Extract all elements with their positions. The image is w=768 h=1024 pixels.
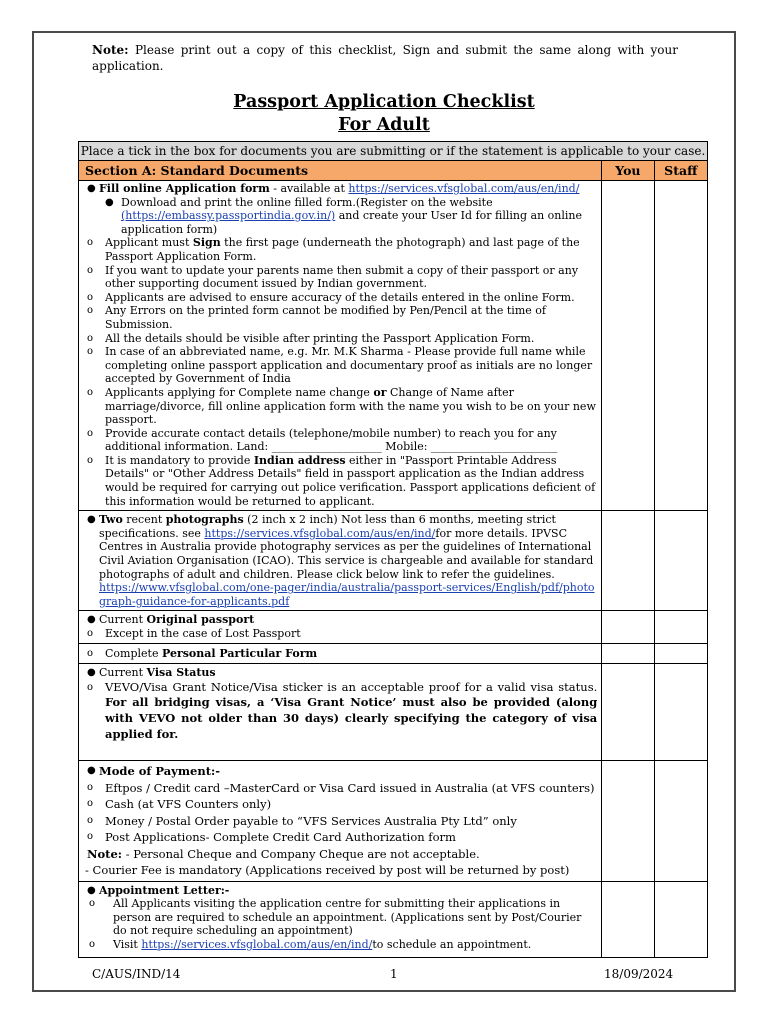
table-row bbox=[79, 664, 708, 761]
tick-box-staff[interactable] bbox=[654, 643, 707, 664]
tick-box-staff[interactable] bbox=[654, 881, 707, 957]
row-personal-particular-form: o Complete Personal Particular Form bbox=[79, 643, 602, 664]
tick-box-staff[interactable] bbox=[654, 511, 707, 611]
note-text: Please print out a copy of this checklist, Sign and submit the same along with your application. bbox=[92, 43, 678, 73]
row-visa-status: ● Current Visa Status o VEVO/Visa Grant Notice/Visa sticker is an acceptable proof for a valid visa status. For all bridging visas, a ‘Visa Grant Notice’ must also be provided (along with VEVO not older than 30 days) clearly specifying the category of visa applied for. bbox=[79, 664, 602, 761]
row-mode-of-payment: ● Mode of Payment:- o Eftpos / Credit card –MasterCard or Visa Card issued in Australia (at VFS counters) o Cash (at VFS Counters only) o Money / Postal Order payable to “VFS Services Australia Pty Ltd” only o Post Applications- Complete Credit Card Authorization form Note: - Personal Cheque and Company Cheque are not acceptable. - Courier Fee is mandatory (Applications received by post will be returned by post) bbox=[79, 761, 602, 882]
tick-box-you[interactable] bbox=[602, 881, 654, 957]
photo-guidance-link[interactable]: https://www.vfsglobal.com/one-pager/india/australia/passport-services/English/pdf/photograph-guidance-for-applicants.pdf bbox=[99, 581, 595, 608]
instruction-row: Place a tick in the box for documents you are submitting or if the statement is applicable to your case. bbox=[79, 142, 708, 161]
tick-box-you[interactable] bbox=[602, 761, 654, 882]
table-row bbox=[79, 761, 708, 882]
footer-page-number: 1 bbox=[390, 967, 398, 981]
print-note bbox=[92, 43, 678, 74]
note-label: Note: bbox=[92, 43, 129, 57]
tick-box-staff[interactable] bbox=[654, 664, 707, 761]
checklist-title: Passport Application Checklist bbox=[233, 92, 535, 112]
section-header: Section A: Standard Documents bbox=[79, 161, 602, 181]
row-appointment-letter: ● Appointment Letter:- o All Applicants visiting the application centre for submitting their applications in person are required to schedule an appointment. (Applications sent by Post/Courier do not require scheduling an appointment) o Visit https://services.vfsglobal.com/aus/en/ind/to schedule an appointment. bbox=[79, 881, 602, 957]
passportindia-link[interactable]: (https://embassy.passportindia.gov.in/) bbox=[121, 209, 336, 223]
col-staff-header: Staff bbox=[654, 161, 707, 181]
table-row bbox=[79, 511, 708, 611]
row-application-form: ● Fill online Application form - available at https://services.vfsglobal.com/aus/en/ind/ ● Download and print the online filled form.(Register on the website (https://embassy.passportindia.gov.in/) and create your User Id for filling an online application form) o Applicant must Sign the first page (underneath the photograph) and last page of the Passport Application Form. o If you want to update your parents name then submit a copy of their passport or any other supporting document issued by Indian government. o Applicants are advised to ensure accuracy of the details entered in the online Form. o Any Errors on the printed form cannot be modified by Pen/Pencil at the time of Submission. o All the details should be visible after printing the Passport Application Form. o In case of an abbreviated name, e.g. Mr. M.K Sharma - Please provide full name while completing online passport application and documentary proof as initials are no longer accepted by Government of India o Applicants applying for Complete name change or Change of Name after marriage/divorce, fill online application form with the name you wish to be on your new passport. o Provide accurate contact details (telephone/mobile number) to reach you for any additional information. Land: ____________________ Mobile: _______________________ o It is mandatory to provide Indian address either in "Passport Printable Address Details" or "Other Address Details" field in passport application as the Indian address would be required for carrying out police verification. Passport applications deficient of this information would be returned to applicant. bbox=[79, 181, 602, 511]
table-row bbox=[79, 181, 708, 511]
vfs-link[interactable]: https://services.vfsglobal.com/aus/en/ind/ bbox=[348, 182, 580, 195]
checklist-table bbox=[78, 141, 708, 958]
tick-box-staff[interactable] bbox=[654, 761, 707, 882]
tick-box-you[interactable] bbox=[602, 511, 654, 611]
tick-box-you[interactable] bbox=[602, 664, 654, 761]
footer-date: 18/09/2024 bbox=[604, 967, 674, 981]
col-you-header: You bbox=[602, 161, 654, 181]
tick-box-you[interactable] bbox=[602, 611, 654, 643]
tick-box-you[interactable] bbox=[602, 643, 654, 664]
table-row bbox=[79, 881, 708, 957]
row-photographs: ● Two recent photographs (2 inch x 2 inch) Not less than 6 months, meeting strict specifications. see https://services.vfsglobal.com/aus/en/ind/for more details. IPVSC Centres in Australia provide photography services as per the guidelines of International Civil Aviation Organisation (ICAO). This service is chargeable and available for standard photographs of adult and children. Please click below link to refer the guidelines. https://www.vfsglobal.com/one-pager/india/australia/passport-services/English/pdf/photograph-guidance-for-applicants.pdf bbox=[79, 511, 602, 611]
tick-box-you[interactable] bbox=[602, 181, 654, 511]
table-row bbox=[79, 611, 708, 643]
row-original-passport: ● Current Original passport o Except in the case of Lost Passport bbox=[79, 611, 602, 643]
checklist-subtitle: For Adult bbox=[338, 115, 430, 135]
vfs-link[interactable]: https://services.vfsglobal.com/aus/en/ind/ bbox=[204, 526, 436, 540]
footer-code: C/AUS/IND/14 bbox=[92, 967, 181, 981]
vfs-link[interactable]: https://services.vfsglobal.com/aus/en/ind/ bbox=[141, 938, 373, 952]
tick-box-staff[interactable] bbox=[654, 611, 707, 643]
table-row bbox=[79, 643, 708, 664]
tick-box-staff[interactable] bbox=[654, 181, 707, 511]
